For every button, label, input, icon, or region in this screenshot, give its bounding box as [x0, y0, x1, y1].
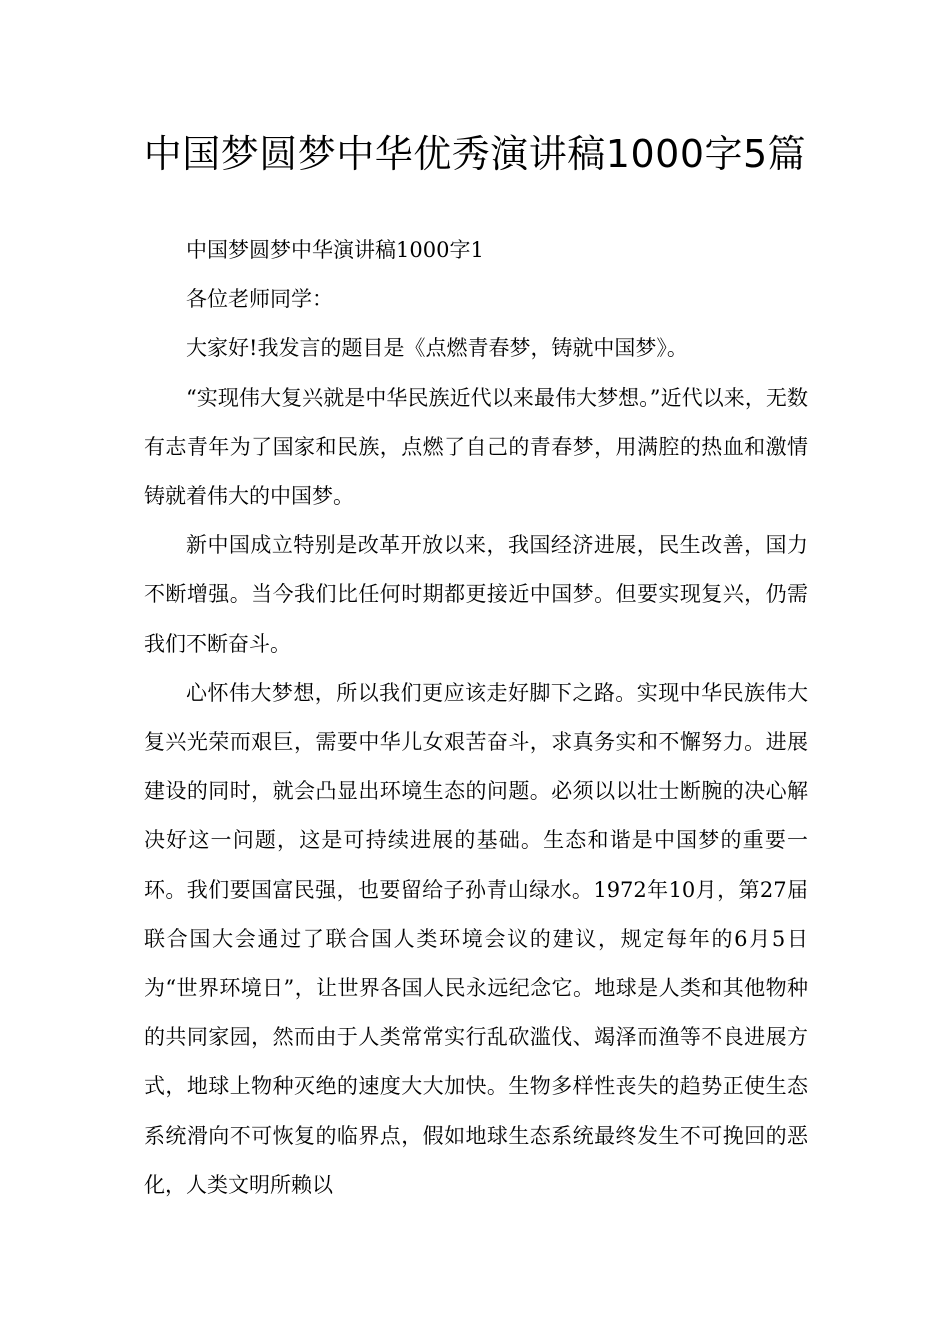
paragraph: 新中国成立特别是改革开放以来，我国经济进展，民生改善，国力不断增强。当今我们比任何时期都更接近中国梦。但要实现复兴，仍需我们不断奋斗。 — [144, 533, 808, 656]
paragraph: 心怀伟大梦想，所以我们更应该走好脚下之路。实现中华民族伟大复兴光荣而艰巨，需要中华儿女艰苦奋斗，求真务实和不懈努力。进展建设的同时，就会凸显出环境生态的问题。必须以以壮士断腕的决心解决好这一问题，这是可持续进展的基础。生态和谐是中国梦的重要一环。我们要国富民强，也要留给子孙青山绿水。1972年10月，第27届联合国大会通过了联合国人类环境会议的建议，规定每年的6月5日为“世界环境日”，让世界各国人民永远纪念它。地球是人类和其他物种的共同家园，然而由于人类常常实行乱砍滥伐、竭泽而渔等不良进展方式，地球上物种灭绝的速度大大加快。生物多样性丧失的趋势正使生态系统滑向不可恢复的临界点，假如地球生态系统最终发生不可挽回的恶化，人类文明所赖以 — [144, 680, 808, 1197]
salutation: 各位老师同学： — [186, 287, 333, 312]
document-title: 中国梦圆梦中华优秀演讲稿1000字5篇 — [143, 132, 807, 176]
paragraph: “实现伟大复兴就是中华民族近代以来最伟大梦想。”近代以来，无数有志青年为了国家和民族，点燃了自己的青春梦，用满腔的热血和激情铸就着伟大的中国梦。 — [144, 385, 808, 509]
paragraph: 大家好!我发言的题目是《点燃青春梦，铸就中国梦》。 — [186, 336, 688, 361]
section-heading: 中国梦圆梦中华演讲稿1000字1 — [186, 238, 484, 262]
document-body — [144, 226, 808, 1210]
